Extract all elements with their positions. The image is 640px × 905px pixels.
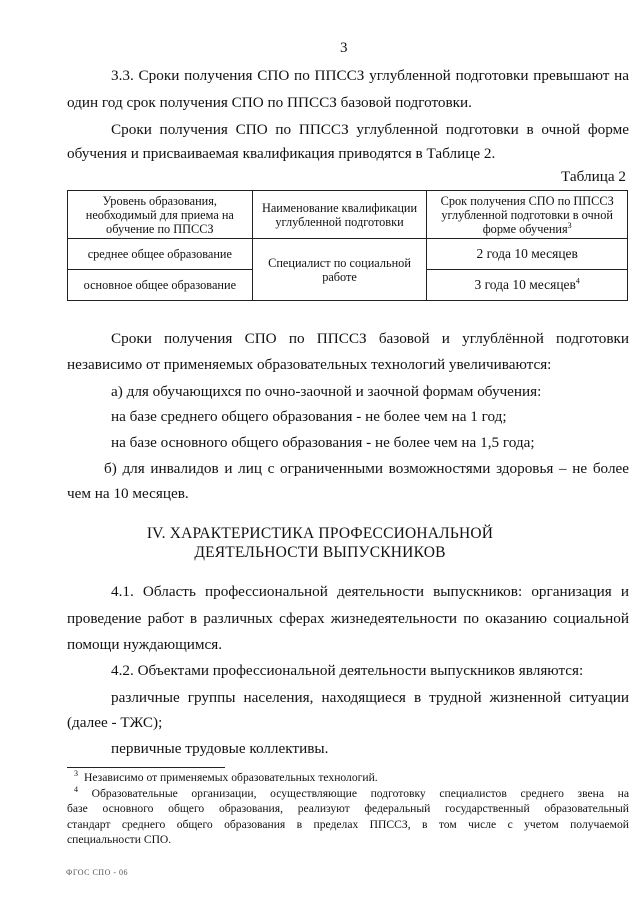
- paragraph-extension-line-2: независимо от применяемых образовательных технологий увеличиваются:: [67, 356, 552, 373]
- cell-study-term: 2 года 10 месяцев: [427, 239, 628, 270]
- paragraph-terms-line-2: обучения и присваиваемая квалификация приводятся в Таблице 2.: [67, 145, 496, 162]
- cell-study-term: 3 года 10 месяцев$^4$: [427, 270, 628, 301]
- footnote-3: $^3$ Независимо от применяемых образовательных технологий.: [74, 769, 378, 784]
- footnote-4-line-3: стандарт среднего общего образования в пределах ППССЗ, в том числе с учетом получаемой: [67, 818, 629, 831]
- header-qualification: Наименование квалификации углубленной подготовки: [252, 191, 427, 239]
- paragraph-4-1-line-1: 4.1. Область профессиональной деятельности выпускников: организация и: [111, 583, 629, 600]
- item-a: а) для обучающихся по очно-заочной и заочной формам обучения:: [111, 383, 542, 400]
- footnote-4-line-4: специальности СПО.: [67, 833, 172, 846]
- cell-qualification: Специалист по социальной работе: [252, 239, 427, 301]
- section-heading-line-2: ДЕЯТЕЛЬНОСТИ ВЫПУСКНИКОВ: [194, 544, 446, 561]
- paragraph-3-3-line-1: 3.3. Сроки получения СПО по ППССЗ углубленной подготовки превышают на: [111, 67, 629, 84]
- footnote-ref-3: 3: [567, 220, 572, 230]
- page-number: 3: [340, 40, 348, 56]
- section-heading-line-1: IV. ХАРАКТЕРИСТИКА ПРОФЕССИОНАЛЬНОЙ: [146, 525, 494, 542]
- footer-code: ФГОС СПО - 06: [66, 868, 129, 877]
- cell-education-level: среднее общее образование: [68, 239, 253, 270]
- item-a-secondary: на базе среднего общего образования - не более чем на 1 год;: [111, 408, 507, 425]
- object-1-line-2: (далее - ТЖС);: [67, 714, 163, 731]
- paragraph-4-1-line-3: помощи нуждающимся.: [67, 636, 223, 653]
- qualification-table: [67, 190, 628, 301]
- paragraph-terms-line-1: Сроки получения СПО по ППССЗ углубленной подготовки в очной форме: [111, 121, 629, 138]
- footnote-4-line-1: $^4$ Образовательные организации, осуществляющие подготовку специалистов среднего звена на: [74, 785, 629, 800]
- table-caption: Таблица 2: [561, 168, 626, 185]
- object-2: первичные трудовые коллективы.: [111, 740, 329, 757]
- paragraph-4-1-line-2: проведение работ в различных сферах жизнедеятельности по оказанию социальной: [67, 610, 629, 627]
- footnote-separator: [67, 767, 225, 768]
- table-row: [68, 239, 628, 270]
- item-b-line-1: б) для инвалидов и лиц с ограниченными возможностями здоровья – не более: [104, 460, 629, 477]
- cell-education-level: основное общее образование: [68, 270, 253, 301]
- footnote-4-line-2: базе основного общего образования, реализуют федеральный государственный образовательный: [67, 802, 629, 815]
- header-study-term: Срок получения СПО по ППССЗ углубленной подготовки в очной форме обучения$^3$: [427, 191, 628, 239]
- footnote-ref-4: 4: [575, 276, 580, 286]
- table-header-row: [68, 191, 628, 239]
- paragraph-4-2: 4.2. Объектами профессиональной деятельности выпускников являются:: [111, 662, 584, 679]
- header-education-level: Уровень образования, необходимый для приема на обучение по ППССЗ: [68, 191, 253, 239]
- object-1-line-1: различные группы населения, находящиеся в трудной жизненной ситуации: [111, 689, 629, 706]
- paragraph-extension-line-1: Сроки получения СПО по ППССЗ базовой и углублённой подготовки: [111, 330, 629, 347]
- paragraph-3-3-line-2: один год срок получения СПО по ППССЗ базовой подготовки.: [67, 94, 472, 111]
- item-a-basic: на базе основного общего образования - не более чем на 1,5 года;: [111, 434, 535, 451]
- item-b-line-2: чем на 10 месяцев.: [67, 485, 189, 502]
